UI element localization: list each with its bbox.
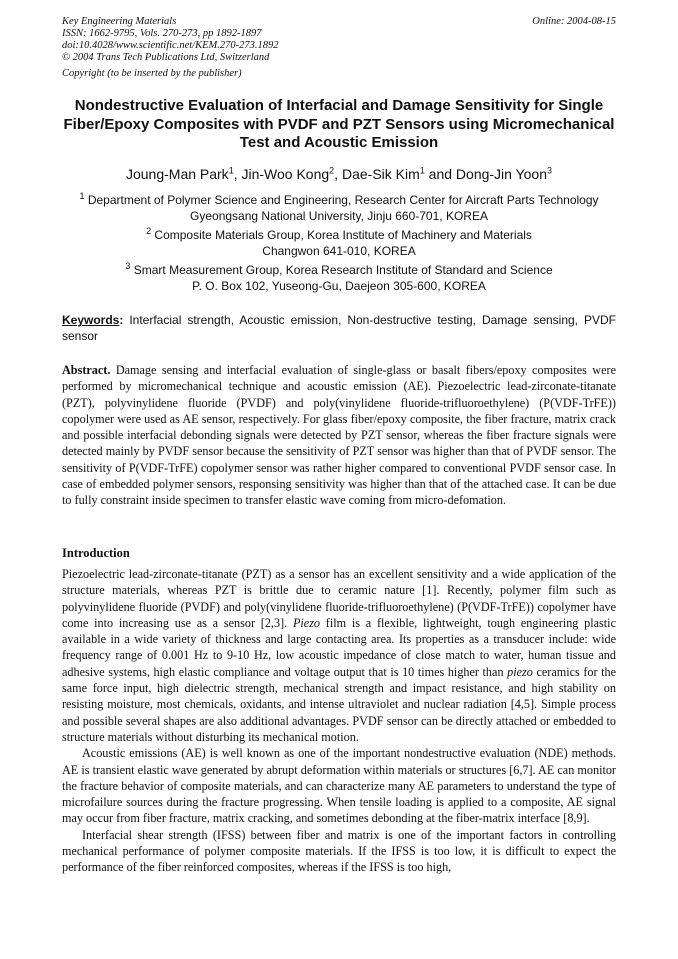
author-separator: and: [424, 166, 456, 182]
affiliation-marker: 1: [79, 191, 85, 201]
abstract-label: Abstract.: [62, 363, 111, 377]
affiliation: [62, 262, 616, 294]
author-affiliation-marker: 2: [329, 165, 335, 176]
issn-line: ISSN: 1662-9795, Vols. 270-273, pp 1892-1897: [62, 28, 262, 39]
italic-term: piezo: [507, 664, 533, 679]
paragraph: [62, 566, 616, 745]
affiliation-line: Department of Polymer Science and Engineering, Research Center for Aircraft Parts Technology: [87, 193, 599, 207]
online-date: Online: 2004-08-15: [532, 16, 616, 27]
paragraph: Acoustic emissions (AE) is well known as one of the important nondestructive evaluation (NDE) methods. AE is transient elastic wave generated by abrupt deformation within materials or structures [6,7]. AE can monitor the fracture behavior of composite materials, and can characterize many AE parameters to understand the type of microfailure sources during the fracture progressing. When tensile loading is applied to a composite, AE signal may occur from fiber fracture, matrix cracking, and sometimes debonding at the fiber-matrix interface [8,9].: [62, 746, 616, 826]
author-affiliation-marker: 1: [419, 165, 425, 176]
author-affiliation-marker: 1: [228, 165, 234, 176]
affiliation-line: P. O. Box 102, Yuseong-Gu, Daejeon 305-600, KOREA: [192, 279, 486, 293]
paragraph: Interfacial shear strength (IFSS) between fiber and matrix is one of the important factors in controlling mechanical performance of polymer composite materials. If the IFSS is too low, it is difficult to expect the performance of the fiber reinforced composites, whereas if the IFSS is too high,: [62, 827, 616, 875]
author-separator: ,: [233, 166, 242, 182]
section-heading: Introduction: [62, 546, 130, 560]
journal-name: Key Engineering Materials: [62, 16, 177, 27]
author-affiliation-marker: 3: [547, 165, 553, 176]
keywords-text: Interfacial strength, Acoustic emission, Non-destructive testing, Damage sensing, PVDF sensor: [62, 313, 616, 343]
affiliation: [62, 192, 616, 224]
affiliation: [62, 227, 616, 259]
author-separator: ,: [334, 166, 342, 182]
paper-title: Nondestructive Evaluation of Interfacial and Damage Sensitivity for Single Fiber/Epoxy Composites with PVDF and PZT Sensors using Micromechanical Test and Acoustic Emission: [63, 97, 615, 151]
author-name: Dong-Jin Yoon: [455, 166, 547, 182]
author-list: [62, 165, 616, 183]
author-name: Dae-Sik Kim: [341, 166, 420, 182]
paragraph-text: Piezoelectric lead-zirconate-titanate (PZT) as a sensor has an excellent sensitivity and a wide application of the structure materials, whereas PZT is brittle due to ceramic nature [1]. Recently, polymer film such as polyvinylidene fluoride (PVDF) and poly(vinylidene fluoride-trifluoroethylene) (P(VDF-TrFE)) copolymer have come into increasing use as a sensor [2,3].: [62, 567, 616, 630]
affiliation-line: Gyeongsang National University, Jinju 660-701, KOREA: [190, 209, 488, 223]
affiliation-marker: 3: [125, 261, 131, 271]
affiliation-line: Composite Materials Group, Korea Institute of Machinery and Materials: [154, 228, 532, 242]
author-name: Jin-Woo Kong: [241, 166, 330, 182]
affiliation-line: Smart Measurement Group, Korea Research Institute of Standard and Science: [133, 263, 553, 277]
publisher-line: © 2004 Trans Tech Publications Ltd, Switzerland: [62, 52, 270, 63]
affiliation-line: Changwon 641-010, KOREA: [262, 244, 416, 258]
abstract: [62, 362, 616, 509]
keywords: Keywords: Interfacial strength, Acoustic emission, Non-destructive testing, Damage sensing, PVDF sensor: [62, 313, 616, 343]
abstract-text: Damage sensing and interfacial evaluation of single-glass or basalt fibers/epoxy composites were performed by micromechanical technique and acoustic emission (AE). Piezoelectric lead-zirconate-titanate (PZT), polyvinylidene fluoride (PVDF) and poly(vinylidene fluoride-trifluoroethylene) (P(VDF-TrFE)) copolymer were used as AE sensor, respectively. For glass fiber/epoxy composite, the fiber fracture, matrix crack and possible interfacial debonding signals were detected by PZT sensor, whereas the fiber fracture signals were detected mainly by PVDF sensor because the sensitivity of PZT sensor was higher than that of PVDF sensor. The sensitivity of P(VDF-TrFE) copolymer sensor was rather higher compared to conventional PVDF sensor case. In case of embedded polymer sensors, responsing sensitivity was higher than that of the attached case. It can be due to fully constraint inside specimen to transfer elastic wave coming from micro-defomation.: [62, 363, 616, 508]
doi-line: doi:10.4028/www.scientific.net/KEM.270-273.1892: [62, 40, 279, 51]
paragraph-text: ceramics for the same force input, high dielectric strength, mechanical strength and impact resistance, and high stability on resisting moisture, most chemicals, oxidants, and intense ultraviolet and nuclear radiation [4,5]. Simple process and possible several shapes are also additional advantages. PVDF sensor can be directly attached or embedded to structure materials without disturbing its mechanical motion.: [62, 664, 617, 744]
paragraph-text: film is a flexible, lightweight, tough engineering plastic available in a wide variety of thickness and large contacting area. Its properties as a transducer include: wide frequency range of 0.001 Hz to 9-10 Hz, low acoustic impedance of close match to water, human tissue and adhesive systems, high elastic compliance and voltage output that is 10 times higher than: [62, 615, 616, 679]
journal-header: [62, 16, 616, 80]
author-name: Joung-Man Park: [125, 166, 229, 182]
italic-term: Piezo: [292, 615, 321, 630]
keywords-label: Keywords: [62, 313, 120, 327]
copyright-line: Copyright (to be inserted by the publisher): [62, 68, 242, 79]
introduction-body: [62, 566, 616, 876]
affiliation-marker: 2: [146, 226, 152, 236]
